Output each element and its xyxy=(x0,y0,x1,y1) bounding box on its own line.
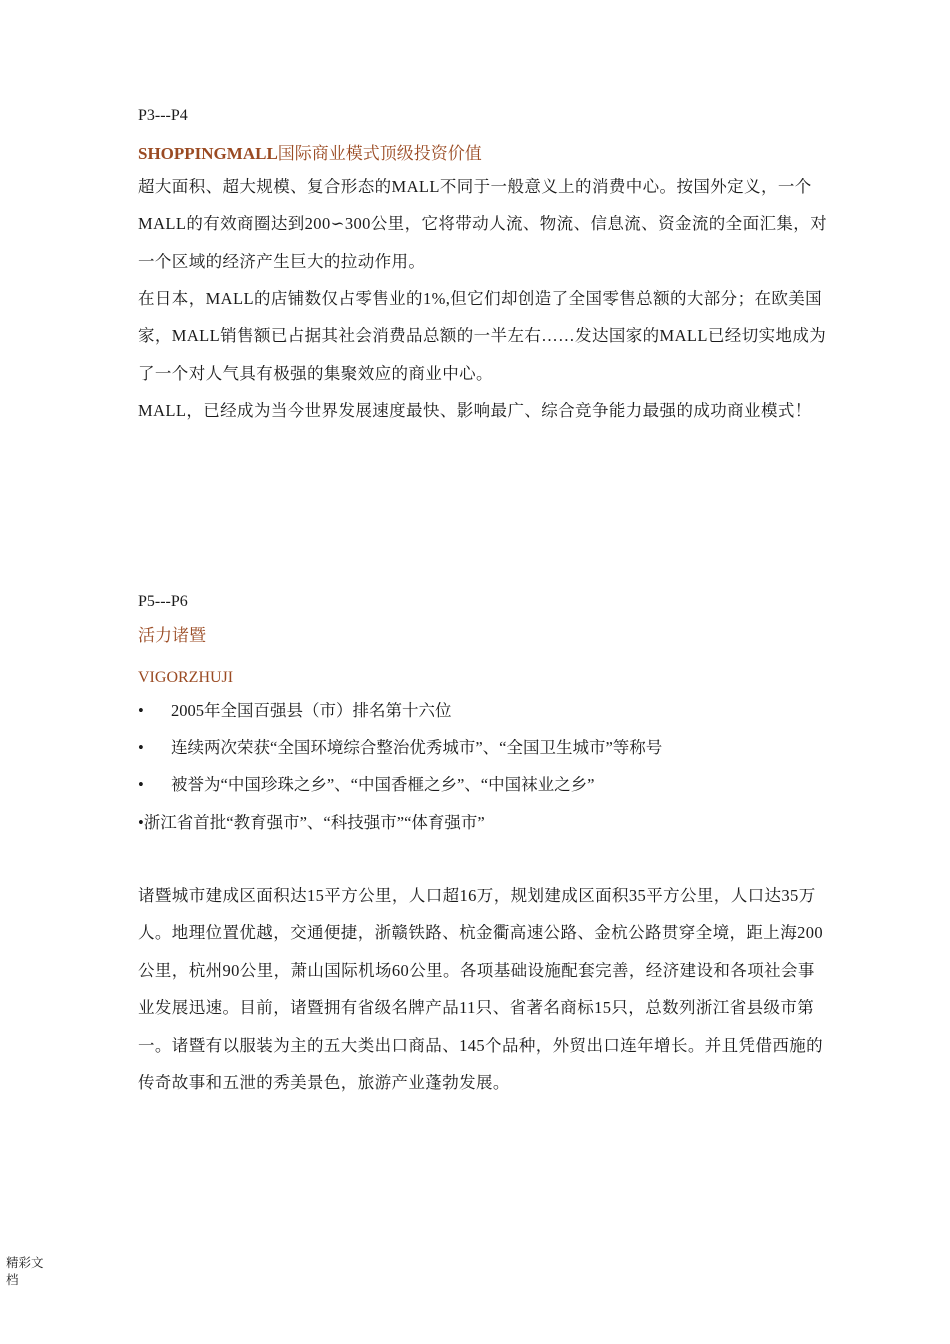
page-range-label: P3---P4 xyxy=(138,107,188,124)
page-range-label: P5---P6 xyxy=(138,593,188,610)
bullet-icon: • xyxy=(138,738,144,757)
list-item xyxy=(138,812,485,834)
bullet-icon: • xyxy=(138,813,144,832)
paragraph: 在日本，MALL的店铺数仅占零售业的1%,但它们却创造了全国零售总额的大部分；在欧美国家，MALL销售额已占据其社会消费品总额的一半左右……发达国家的MALL已经切实地成为了一个对人气具有极强的集聚效应的商业中心。 xyxy=(138,289,827,383)
list-item-text: 浙江省首批“教育强市”、“科技强市”“体育强市” xyxy=(143,813,485,832)
list-item-text: 被誉为“中国珍珠之乡”、“中国香榧之乡”、“中国袜业之乡” xyxy=(171,775,595,794)
bullet-icon: • xyxy=(138,701,144,720)
footer-watermark: 精彩文档 xyxy=(6,1255,44,1287)
list-item xyxy=(138,774,594,796)
paragraph: 诸暨城市建成区面积达15平方公里，人口超16万，规划建成区面积35平方公里，人口达35万人。地理位置优越，交通便捷，浙赣铁路、杭金衢高速公路、金杭公路贯穿全境，距上海200公里，杭州90公里，萧山国际机场60公里。各项基础设施配套完善，经济建设和各项社会事业发展迅速。目前，诸暨拥有省级名牌产品11只、省著名商标15只，总数列浙江省县级市第一。诸暨有以服装为主的五大类出口商品、145个品种，外贸出口连年增长。并且凭借西施的传奇故事和五泄的秀美景色，旅游产业蓬勃发展。 xyxy=(138,886,824,1093)
bullet-icon: • xyxy=(138,775,144,794)
section-heading xyxy=(138,143,482,165)
heading-bold-text: SHOPPINGMALL xyxy=(138,144,278,163)
heading-text: 国际商业模式顶级投资价值 xyxy=(277,144,482,163)
paragraph: 超大面积、超大规模、复合形态的MALL不同于一般意义上的消费中心。按国外定义，一个MALL的有效商圈达到200∽300公里，它将带动人流、物流、信息流、资金流的全面汇集，对一个区域的经济产生巨大的拉动作用。 xyxy=(138,177,828,271)
section-heading: 活力诸暨 xyxy=(138,626,206,645)
list-item xyxy=(138,737,662,759)
list-item-text: 连续两次荣获“全国环境综合整治优秀城市”、“全国卫生城市”等称号 xyxy=(171,738,663,757)
section-subheading: VIGORZHUJI xyxy=(138,669,234,686)
list-item xyxy=(138,700,452,722)
list-item-text: 2005年全国百强县（市）排名第十六位 xyxy=(171,701,452,720)
paragraph: MALL，已经成为当今世界发展速度最快、影响最广、综合竞争能力最强的成功商业模式！ xyxy=(138,401,812,420)
